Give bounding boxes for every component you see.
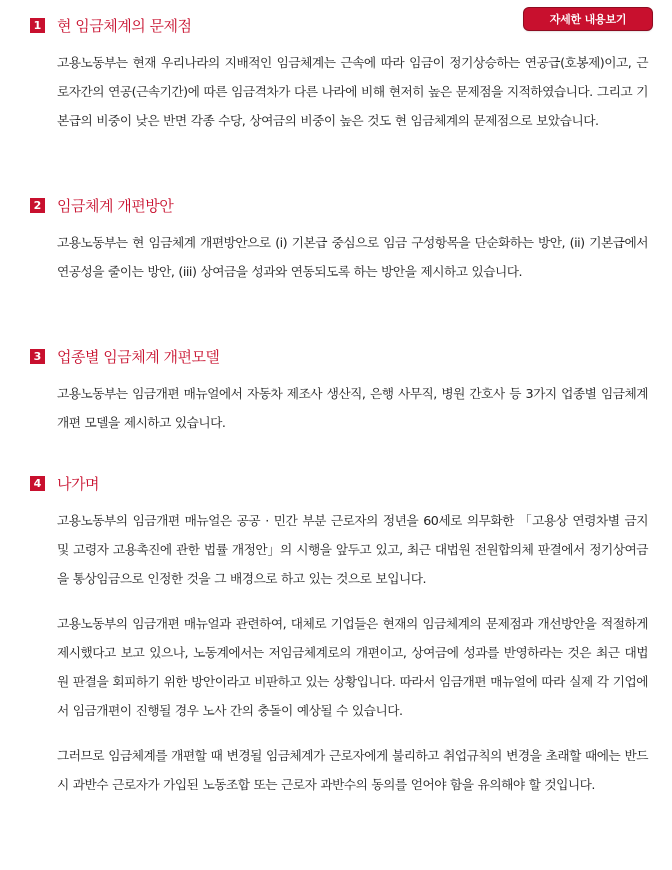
section-number-badge: 4	[30, 476, 45, 491]
section-current-problems	[30, 14, 648, 135]
section-heading	[30, 14, 648, 36]
section-heading	[30, 472, 648, 494]
section-heading	[30, 345, 648, 367]
section-title: 현 임금체계의 문제점	[57, 16, 192, 35]
detail-view-button[interactable]: 자세한 내용보기	[524, 8, 652, 30]
section-title: 나가며	[57, 474, 99, 493]
section-number-badge: 3	[30, 349, 45, 364]
section-paragraph: 고용노동부는 현재 우리나라의 지배적인 임금체계는 근속에 따라 임금이 정기상승하는 연공급(호봉제)이고, 근로자간의 연공(근속기간)에 따른 임금격차가 다른 나라에 비해 현저히 높은 문제점을 지적하였습니다. 그리고 기본급의 비중이 낮은 반면 각종 수당, 상여금의 비중이 높은 것도 현 임금체계의 문제점으로 보았습니다.	[57, 55, 648, 128]
section-industry-models	[30, 345, 648, 437]
section-paragraph: 고용노동부의 임금개편 매뉴얼은 공공 · 민간 부분 근로자의 정년을 60세로 의무화한 「고용상 연령차별 금지 및 고령자 고용촉진에 관한 법률 개정안」의 시행을 앞두고 있고, 최근 대법원 전원합의체 판결에서 정기상여금을 통상임금으로 인정한 것을 그 배경으로 하고 있는 것으로 보입니다.	[57, 513, 648, 586]
section-conclusion	[30, 472, 648, 799]
section-number-badge: 1	[30, 18, 45, 33]
section-reform-plan	[30, 194, 648, 286]
section-title: 업종별 임금체계 개편모델	[57, 347, 220, 366]
section-title: 임금체계 개편방안	[57, 196, 174, 215]
section-paragraph: 고용노동부는 임금개편 매뉴얼에서 자동차 제조사 생산직, 은행 사무직, 병원 간호사 등 3가지 업종별 임금체계 개편 모델을 제시하고 있습니다.	[57, 386, 648, 430]
section-heading	[30, 194, 648, 216]
section-paragraph: 고용노동부의 임금개편 매뉴얼과 관련하여, 대체로 기업들은 현재의 임금체계의 문제점과 개선방안을 적절하게 제시했다고 보고 있으나, 노동계에서는 저임금체계로의 개편이고, 상여금에 성과를 반영하라는 것은 최근 대법원 판결을 회피하기 위한 방안이라고 비판하고 있는 상황입니다. 따라서 임금개편 매뉴얼에 따라 실제 각 기업에서 임금개편이 진행될 경우 노사 간의 충돌이 예상될 수 있습니다.	[57, 616, 648, 718]
section-paragraph: 고용노동부는 현 임금체계 개편방안으로 (i) 기본급 중심으로 임금 구성항목을 단순화하는 방안, (ii) 기본급에서 연공성을 줄이는 방안, (iii) 상여금을 성과와 연동되도록 하는 방안을 제시하고 있습니다.	[57, 235, 648, 279]
section-paragraph: 그러므로 임금체계를 개편할 때 변경될 임금체계가 근로자에게 불리하고 취업규칙의 변경을 초래할 때에는 반드시 과반수 근로자가 가입된 노동조합 또는 근로자 과반수의 동의를 얻어야 함을 유의해야 할 것입니다.	[57, 748, 648, 792]
section-number-badge: 2	[30, 198, 45, 213]
